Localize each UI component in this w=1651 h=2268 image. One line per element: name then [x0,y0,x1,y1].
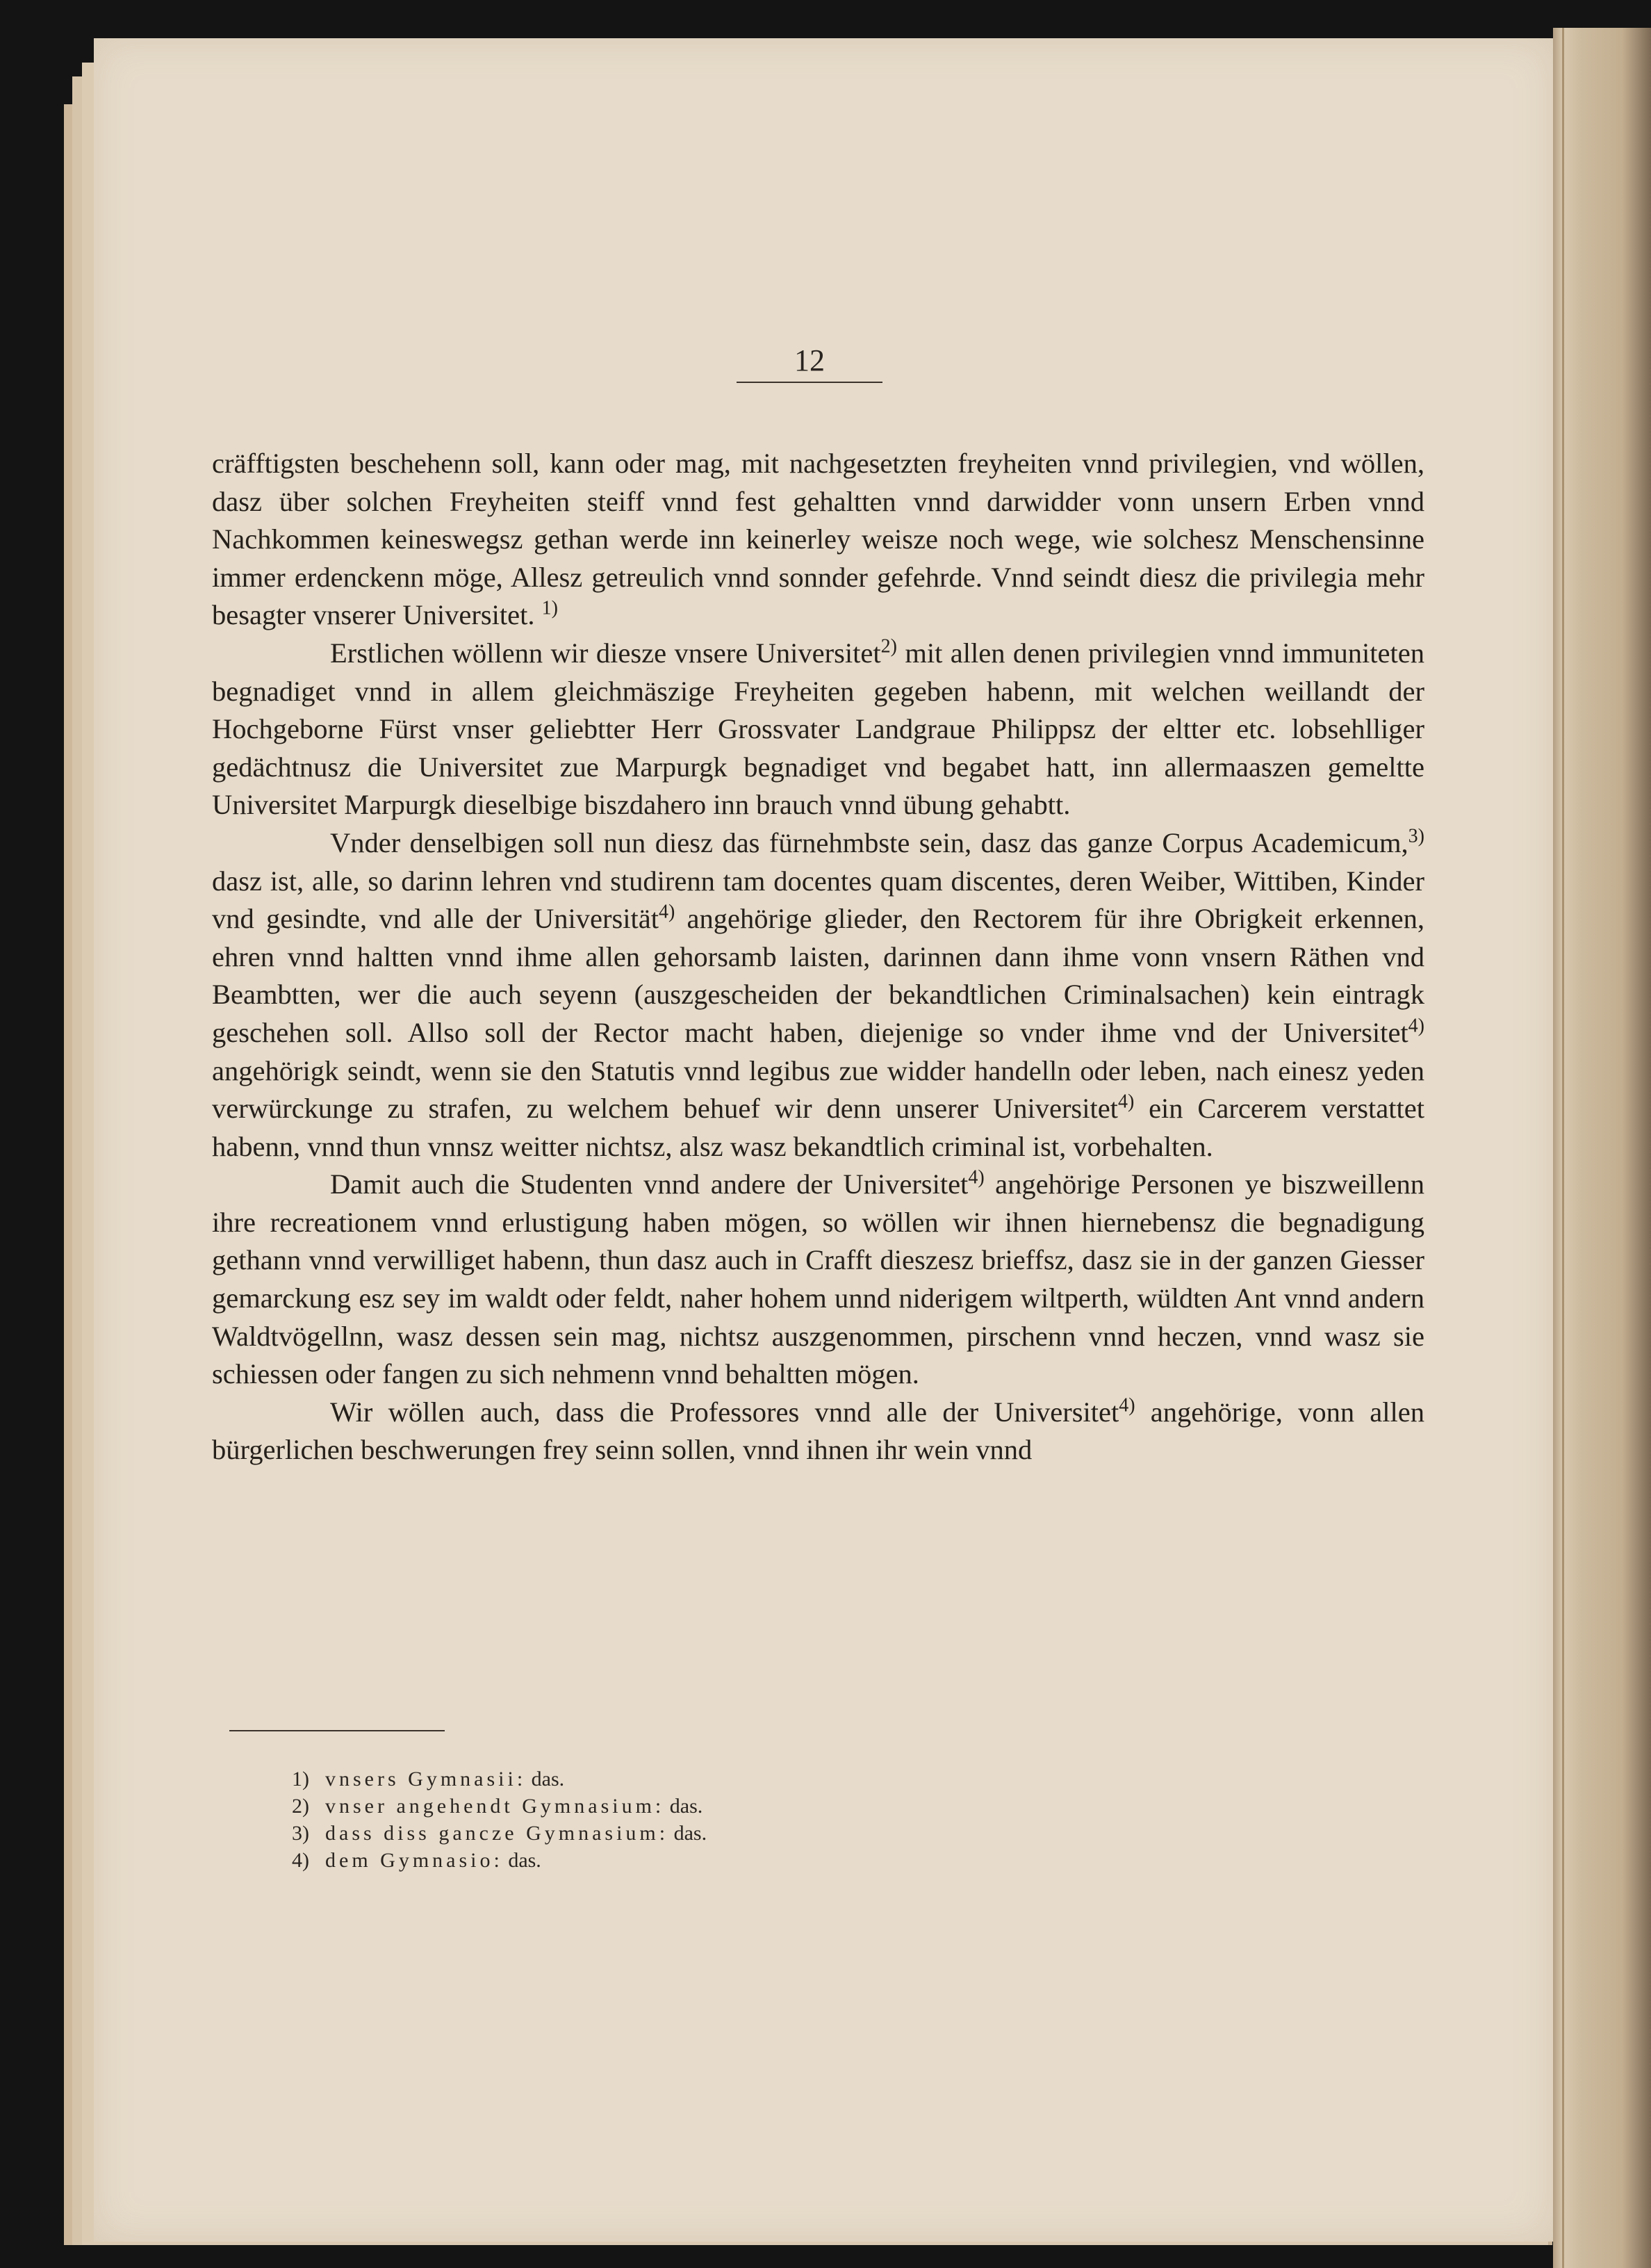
text-run: ein Carcerem verstattet habenn, vnnd thun vnnsz weitter nichtsz, alsz wasz bekandtlich criminal ist, vorbehalten. [212,1093,1424,1162]
footnote-marker: 4) [968,1166,985,1189]
text-run: Erstlichen wöllenn wir diesze vnsere Universitet [330,637,881,669]
page-number: 12 [737,344,882,383]
text-run: Wir wöllen auch, dass die Professores vnnd alle der Universitet [330,1396,1119,1428]
paragraph [212,635,1424,824]
footnote-suffix: das. [664,1795,703,1818]
footnote-marker: 3) [1408,825,1424,847]
body-text [212,445,1424,1469]
footnote-text: dass diss gancze Gymnasium: [325,1822,669,1845]
footnote-marker: 1) [541,597,558,619]
footnote [292,1847,917,1874]
text-run: dasz ist, alle, so darinn lehren vnd studirenn tam docentes quam discentes, deren Weiber, Wittiben, Kinder vnd gesindte, vnd alle der Universität [212,865,1424,935]
paragraph [212,1394,1424,1469]
footnote [292,1820,917,1847]
footnote-text: vnsers Gymnasii: [325,1768,527,1790]
paragraph [212,1166,1424,1394]
text-run: angehörige glieder, den Rectorem für ihre Obrigkeit erkennen, ehren vnnd haltten vnnd ihme allen gehorsamb laisten, darinnen dann ihme vonn vnsern Räthen vnd Beambtten, wer die auch seyenn (auszgescheiden der bekandtlichen Criminalsachen) kein eintragk geschehen soll. Allso soll der Rector macht haben, diejenige so vnder ihme vnd der Universitet [212,903,1425,1048]
text-run: angehörige, vonn allen bürgerlichen beschwerungen frey seinn sollen, vnnd ihnen ihr wein vnnd [212,1396,1425,1466]
footnote-suffix: das. [502,1849,541,1872]
footnote-suffix: das. [668,1822,707,1845]
text-run: angehörigk seindt, wenn sie den Statutis vnnd legibus zue widder handelln oder leben, nach einesz yeden verwürckunge zu strafen, zu welchem behuef wir denn unserer Universitet [212,1054,1424,1125]
footnote-marker: 4) [1119,1394,1135,1417]
text-run: angehörige Personen ye biszweillenn ihre recreationem vnnd erlustigung haben mögen, so wöllen wir ihnen hiernebensz die begnadigung gethann vnnd verwilliget habenn, thun dasz auch in Crafft dieszesz brieffsz, dasz sie in der ganzen Giesser gemarckung esz sey im waldt oder feldt, naher hohem unnd niderigem wiltperth, wüldten Ant vnnd andern Waldtvögellnn, wasz dessen sein mag, nichtsz auszgenommen, pirschenn vnnd heczen, vnnd wasz sie schiessen oder fangen zu sich nehmenn vnnd behaltten mögen. [212,1168,1424,1390]
footnote-marker: 4) [1408,1015,1424,1037]
footnote-divider [229,1730,445,1731]
text-run: cräfftigsten beschehenn soll, kann oder mag, mit nachgesetzten freyheiten vnnd privilegien, vnd wöllen, dasz über solchen Freyheiten steiff vnnd fest gehaltten vnnd darwidder vonn unsern Erben vnnd Nachkommen keineswegsz gethan werde inn keinerley weisze noch wege, wie solchesz Menschensinne immer erdenckenn möge, Allesz getreulich vnnd sonnder gefehrde. Vnnd seindt diesz die privilegia mehr besagter vnserer Universitet. [212,448,1424,631]
text-run: Vnder denselbigen soll nun diesz das fürnehmbste sein, dasz das ganze Corpus Academicum, [330,826,1408,858]
footnote-marker: 4) [1117,1091,1135,1113]
footnote-marker: 2) [880,635,897,658]
footnote [292,1765,917,1793]
text-run: mit allen denen privilegien vnnd immuniteten begnadiget vnnd in allem gleichmäszige Freyheiten gegeben habenn, mit welchen weillandt der Hochgeborne Fürst vnser geliebtter Herr Grossvater Landgraue Philippsz der eltter etc. lobsehlliger gedächtnusz die Universitet zue Marpurgk begnadiget vnd begabet hatt, inn allermaaszen gemeltte Universitet Marpurgk dieselbige biszdahero inn brauch vnnd übung gehabtt. [212,637,1424,821]
footnote-number: 4) [292,1849,309,1872]
text-run: Damit auch die Studenten vnnd andere der Universitet [330,1168,969,1200]
footnote-number: 1) [292,1768,309,1790]
page-fold-line [1562,28,1564,2268]
paragraph [212,824,1424,1166]
footnote-number: 3) [292,1822,309,1845]
paragraph [212,445,1424,635]
footnote-marker: 4) [658,901,675,923]
footnotes [292,1765,917,1874]
footnote-text: dem Gymnasio: [325,1849,503,1872]
book-spine [1553,28,1651,2268]
footnote [292,1793,917,1820]
footnote-number: 2) [292,1795,309,1818]
footnote-text: vnser angehendt Gymnasium: [325,1795,665,1818]
footnote-suffix: das. [526,1768,565,1790]
